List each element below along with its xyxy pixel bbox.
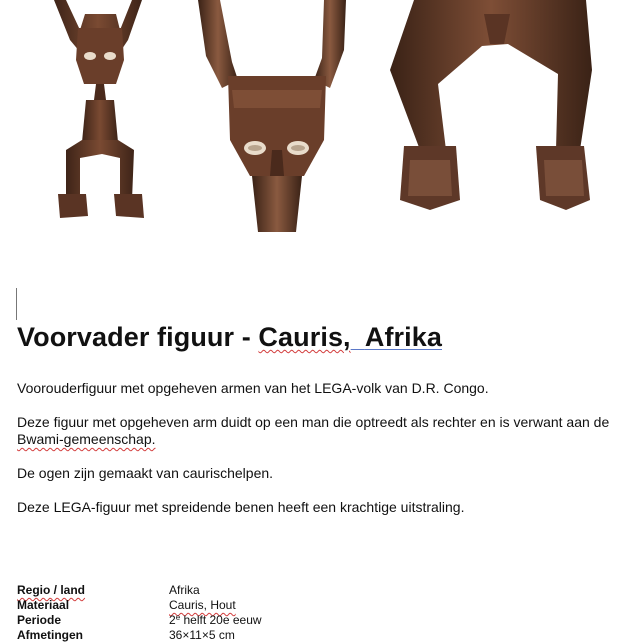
- eyes-paragraph: De ogen zijn gemaakt van caurischelpen.: [17, 465, 274, 481]
- spec-row-dimensions: [17, 628, 262, 643]
- spec-value: 2e helft 20e eeuw: [169, 613, 262, 627]
- spec-row-region: [17, 583, 262, 598]
- judge-paragraph-line2: Bwami-gemeenschap.: [17, 431, 156, 447]
- spec-label: Periode: [17, 613, 62, 627]
- photo-strip: [0, 0, 640, 236]
- intro-paragraph: Voorouderfiguur met opgeheven armen van het LEGA-volk van D.R. Congo.: [17, 380, 489, 396]
- title-main: Voorvader figuur -: [17, 322, 259, 352]
- spec-label: Afmetingen: [17, 628, 83, 642]
- title-cauris: Cauris,: [258, 322, 351, 352]
- title-afrika: Afrika: [364, 322, 442, 352]
- spec-row-period: [17, 613, 262, 628]
- full-figure-photo: [20, 0, 180, 230]
- head-closeup-photo: [192, 0, 362, 232]
- text-cursor: [16, 288, 17, 320]
- legs-paragraph: Deze LEGA-figuur met spreidende benen heeft een krachtige uitstraling.: [17, 499, 465, 515]
- judge-paragraph: [17, 414, 623, 448]
- judge-paragraph-line1: Deze figuur met opgeheven arm duidt op een man die optreedt als rechter en is verwant aan de: [17, 414, 610, 430]
- document-title: [17, 322, 442, 353]
- spec-value: Cauris, Hout: [169, 598, 236, 612]
- spec-label: Materiaal: [17, 598, 70, 612]
- specification-table: [17, 583, 262, 643]
- title-gap: [351, 322, 365, 352]
- spec-value: Afrika: [169, 583, 200, 597]
- legs-closeup-photo: [386, 0, 616, 222]
- spec-value: 36×11×5 cm: [169, 628, 235, 642]
- spec-row-material: [17, 598, 262, 613]
- spec-label: Regio / land: [17, 583, 86, 597]
